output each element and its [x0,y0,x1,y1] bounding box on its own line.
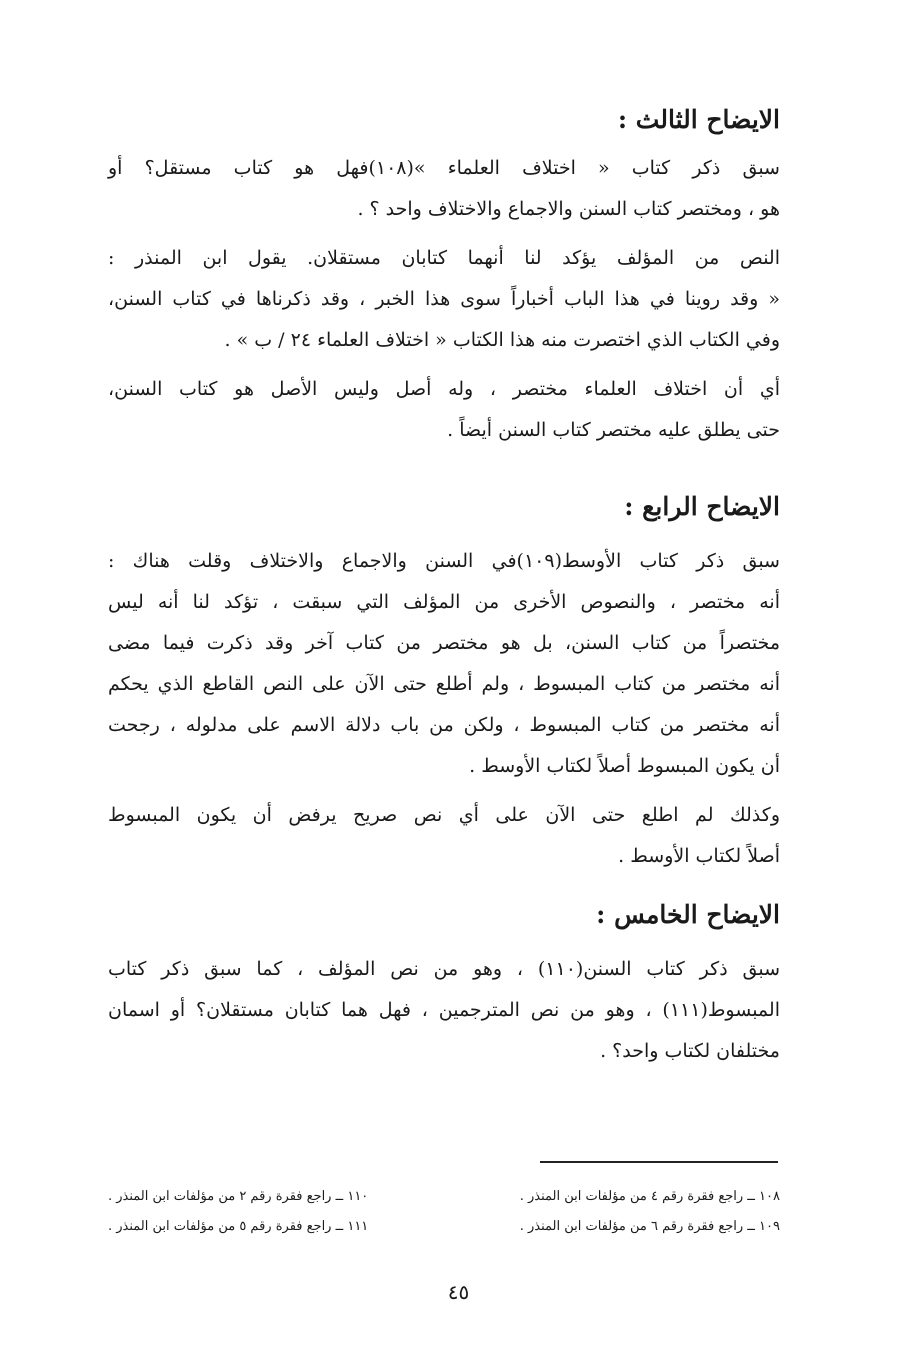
paragraph [108,238,780,361]
text-line: مختصراً من كتاب السنن، بل هو مختصر من كتاب آخر وقد ذكرت فيما مضى [108,632,780,654]
footnote-110: ١١٠ ــ راجع فقرة رقم ٢ من مؤلفات ابن المنذر . [108,1189,369,1204]
text-line: « وقد روينا في هذا الباب أخباراً سوى هذا الخبر ، وقد ذكرناها في كتاب السنن، [108,288,780,310]
text-line: أنه مختصر من كتاب المبسوط ، ولكن من باب دلالة الاسم على مدلوله ، رجحت [108,714,780,736]
footnote-row [108,1182,780,1212]
paragraph [108,369,780,451]
text-line: هو ، ومختصر كتاب السنن والاجماع والاختلاف واحد ؟ . [357,198,780,220]
footnote-109: ١٠٩ ــ راجع فقرة رقم ٦ من مؤلفات ابن المنذر . [519,1219,780,1234]
footnote-111: ١١١ ــ راجع فقرة رقم ٥ من مؤلفات ابن المنذر . [108,1219,369,1234]
section-heading: الايضاح الخامس : [596,900,780,929]
paragraph [108,148,780,230]
paragraph [108,795,780,877]
page-body [108,100,780,1074]
text-line: أي أن اختلاف العلماء مختصر ، وله أصل وليس الأصل هو كتاب السنن، [108,378,780,400]
section-heading: الايضاح الرابع : [624,492,780,521]
footnotes [108,1182,780,1242]
text-line: أن يكون المبسوط أصلاً لكتاب الأوسط . [469,755,780,777]
text-line: وفي الكتاب الذي اختصرت منه هذا الكتاب « اختلاف العلماء ٢٤ / ب » . [224,329,780,351]
paragraph [108,541,780,787]
section-fifth [108,895,780,1072]
text-line: وكذلك لم اطلع حتى الآن على أي نص صريح يرفض أن يكون المبسوط [108,804,780,826]
text-line: النص من المؤلف يؤكد لنا أنهما كتابان مستقلان. يقول ابن المنذر : [108,247,780,269]
text-line: أنه مختصر من كتاب المبسوط ، ولم أطلع حتى الآن على النص القاطع الذي يحكم [108,673,780,695]
paragraph [108,949,780,1072]
text-line: أصلاً لكتاب الأوسط . [618,845,780,867]
page-number: ٤٥ [447,1280,470,1304]
text-line: مختلفان لكتاب واحد؟ . [600,1040,780,1062]
text-line: حتى يطلق عليه مختصر كتاب السنن أيضاً . [447,419,780,441]
text-line: سبق ذكر كتاب الأوسط(١٠٩)في السنن والاجماع والاختلاف وقلت هناك : [108,550,780,572]
footnote-108: ١٠٨ ــ راجع فقرة رقم ٤ من مؤلفات ابن المنذر . [519,1189,780,1204]
section-fourth [108,487,780,877]
section-third [108,100,780,451]
text-line: أنه مختصر ، والنصوص الأخرى من المؤلف التي سبقت ، تؤكد لنا أنه ليس [108,591,780,613]
section-heading: الايضاح الثالث : [617,105,780,134]
text-line: سبق ذكر كتاب السنن(١١٠) ، وهو من نص المؤلف ، كما سبق ذكر كتاب [108,958,780,980]
footnote-row [108,1212,780,1242]
text-line: المبسوط(١١١) ، وهو من نص المترجمين ، فهل هما كتابان مستقلان؟ أو اسمان [108,999,780,1021]
text-line: سبق ذكر كتاب « اختلاف العلماء »(١٠٨)فهل هو كتاب مستقل؟ أو [108,157,780,179]
footnote-divider [540,1161,778,1163]
